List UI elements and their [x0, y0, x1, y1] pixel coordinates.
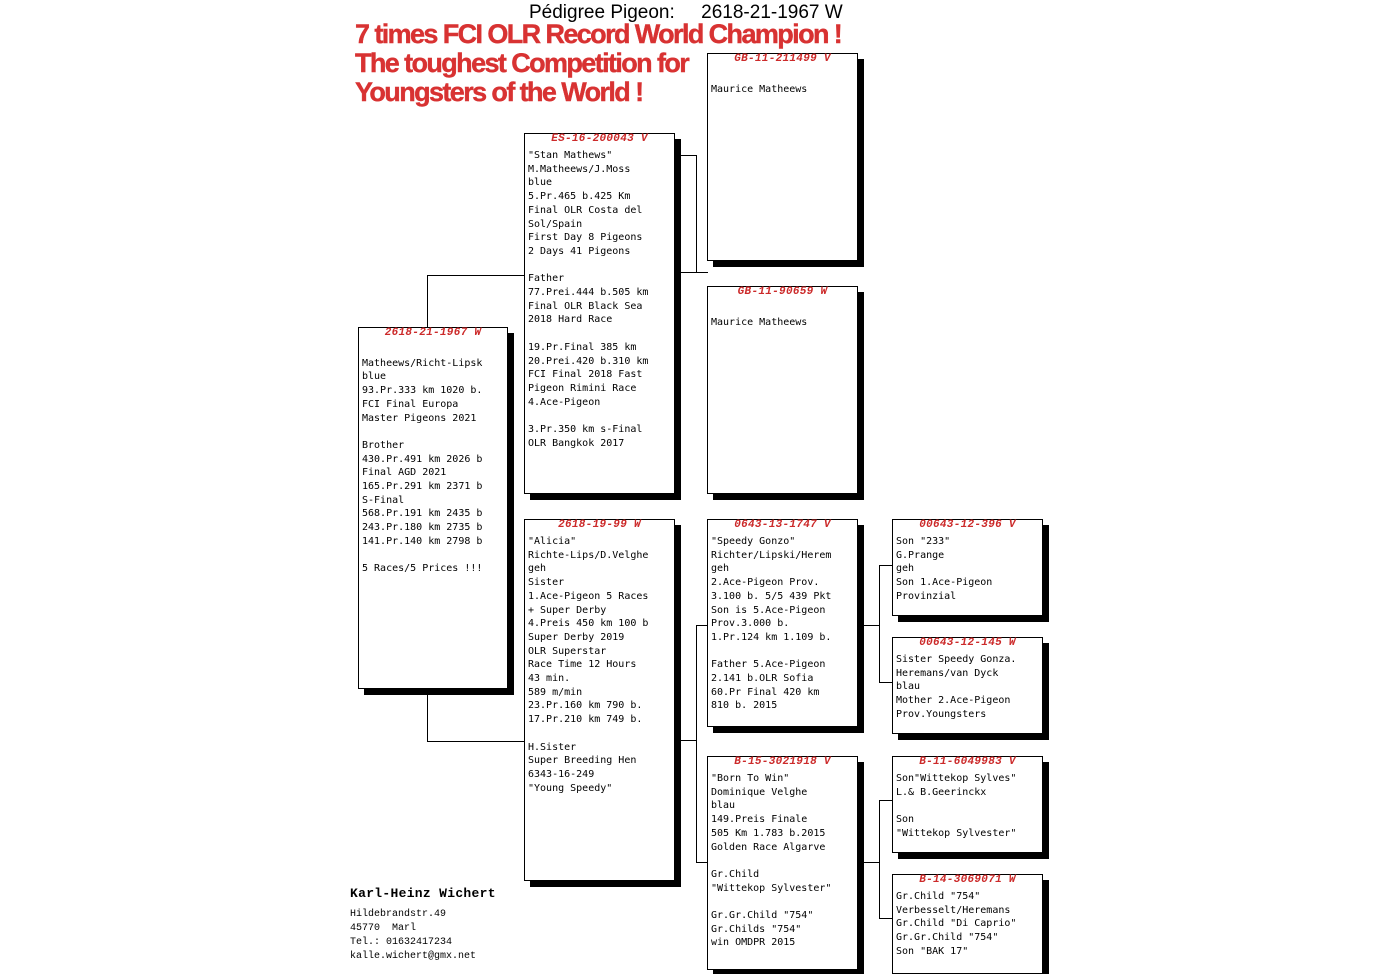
pigeon-details: "Stan Mathews" M.Matheews/J.Moss blue 5.Pr.465 b.425 Km Final OLR Costa del Sol/Spain First Day 8 Pigeons 2 Days 41 Pigeons Father 77.Prei.444 b.505 km Final OLR Black Sea 2018 Hard Race 19.Pr.Final 385 km 20.Prei.420 b.310 km FCI Final 2018 Fast Pigeon Rimini Race 4.Ace-Pigeon 3.Pr.350 km s-Final OLR Bangkok 2017: [528, 150, 649, 449]
pigeon-card-subject: [358, 327, 508, 689]
ring-number: 2618-19-99 W: [558, 519, 641, 531]
connector-line: [879, 800, 880, 918]
connector-line: [427, 741, 525, 742]
ring-number: GB-11-211499 V: [734, 53, 831, 65]
breeder-address: Hildebrandstr.49 45770 Marl Tel.: 01632417234 kalle.wichert@gmx.net: [350, 909, 477, 962]
ring-number: ES-16-200043 V: [551, 133, 648, 145]
pigeon-card-sire-dam: [707, 286, 858, 494]
breeder-info: [350, 886, 496, 964]
connector-line: [681, 272, 708, 273]
pigeon-details: Gr.Child "754" Verbesselt/Heremans Gr.Child "Di Caprio" Gr.Gr.Child "754" Son "BAK 17": [896, 891, 1017, 957]
pigeon-card-sire: [524, 133, 675, 494]
ring-number: 00643-12-145 W: [919, 637, 1016, 649]
ring-number: 0643-13-1747 V: [734, 519, 831, 531]
pigeon-card-dam-dam: [707, 756, 858, 970]
breeder-name: Karl-Heinz Wichert: [350, 886, 496, 901]
pigeon-card-dam-sire-sire: [892, 519, 1043, 616]
connector-line: [879, 918, 893, 919]
pigeon-details: "Alicia" Richte-Lips/D.Velghe geh Sister 1.Ace-Pigeon 5 Races + Super Derby 4.Preis 450 km 100 b Super Derby 2019 OLR Superstar Race Time 12 Hours 43 min. 589 m/min 23.Pr.160 km 790 b. 17.Pr.210 km 749 b. H.Sister Super Breeding Hen 6343-16-249 "Young Speedy": [528, 536, 649, 794]
ring-number: GB-11-90659 W: [737, 286, 828, 298]
pigeon-details: Son"Wittekop Sylves" L.& B.Geerinckx Son "Wittekop Sylvester": [896, 773, 1017, 839]
headline-line-1: 7 times FCI OLR Record World Champion !: [355, 19, 842, 49]
ring-number: 2618-21-1967 W: [384, 327, 482, 339]
pigeon-card-dam-sire-dam: [892, 637, 1043, 734]
connector-line: [427, 275, 525, 276]
connector-line: [879, 565, 880, 682]
pedigree-title: Pédigree Pigeon: 2618-21-1967 W: [529, 2, 843, 23]
pigeon-details: Maurice Matheews: [711, 316, 808, 328]
connector-line: [879, 682, 893, 683]
connector-line: [879, 800, 893, 801]
ring-number: B-15-3021918 V: [734, 756, 831, 768]
connector-line: [681, 155, 696, 156]
pigeon-details: Matheews/Richt-Lipsk blue 93.Pr.333 km 1020 b. FCI Final Europa Master Pigeons 2021 Brother 430.Pr.491 km 2026 b Final AGD 2021 165.Pr.291 km 2371 b S-Final 568.Pr.191 km 2435 b 243.Pr.180 km 2735 b 141.Pr.140 km 2798 b 5 Races/5 Prices !!!: [362, 357, 483, 575]
pigeon-details: "Born To Win" Dominique Velghe blau 149.Preis Finale 505 Km 1.783 b.2015 Golden Race Algarve Gr.Child "Wittekop Sylvester" Gr.Gr.Child "754" Gr.Childs "754" win OMDPR 2015: [711, 773, 832, 949]
pigeon-details: Son "233" G.Prange geh Son 1.Ace-Pigeon Provinzial: [896, 536, 993, 602]
pigeon-card-dam-sire: [707, 519, 858, 727]
headline-line-3: Youngsters of the World !: [355, 77, 643, 107]
ring-number: B-11-6049983 V: [919, 756, 1016, 768]
connector-line: [864, 625, 879, 626]
connector-line: [681, 740, 696, 741]
ring-number: B-14-3069071 W: [919, 874, 1016, 886]
connector-line: [427, 275, 428, 327]
pigeon-card-dam-dam-sire: [892, 756, 1043, 853]
connector-line: [879, 565, 893, 566]
connector-line: [696, 155, 697, 272]
pigeon-details: "Speedy Gonzo" Richter/Lipski/Herem geh 2.Ace-Pigeon Prov. 3.100 b. 5/5 439 Pkt Son is 5.Ace-Pigeon Prov.3.000 b. 1.Pr.124 km 1.109 b. Father 5.Ace-Pigeon 2.141 b.OLR Sofia 60.Pr Final 420 km 810 b. 2015: [711, 536, 832, 712]
pigeon-card-sire-sire: [707, 53, 858, 261]
pigeon-details: Sister Speedy Gonza. Heremans/van Dyck blau Mother 2.Ace-Pigeon Prov.Youngsters: [896, 654, 1017, 720]
pigeon-details: Maurice Matheews: [711, 83, 808, 95]
headline-line-2: The toughest Competition for: [355, 48, 689, 78]
connector-line: [427, 692, 428, 741]
pigeon-card-dam-dam-dam: [892, 874, 1043, 974]
pigeon-card-dam: [524, 519, 675, 881]
connector-line: [696, 625, 697, 862]
ring-number: 00643-12-396 V: [919, 519, 1016, 531]
connector-line: [864, 862, 879, 863]
